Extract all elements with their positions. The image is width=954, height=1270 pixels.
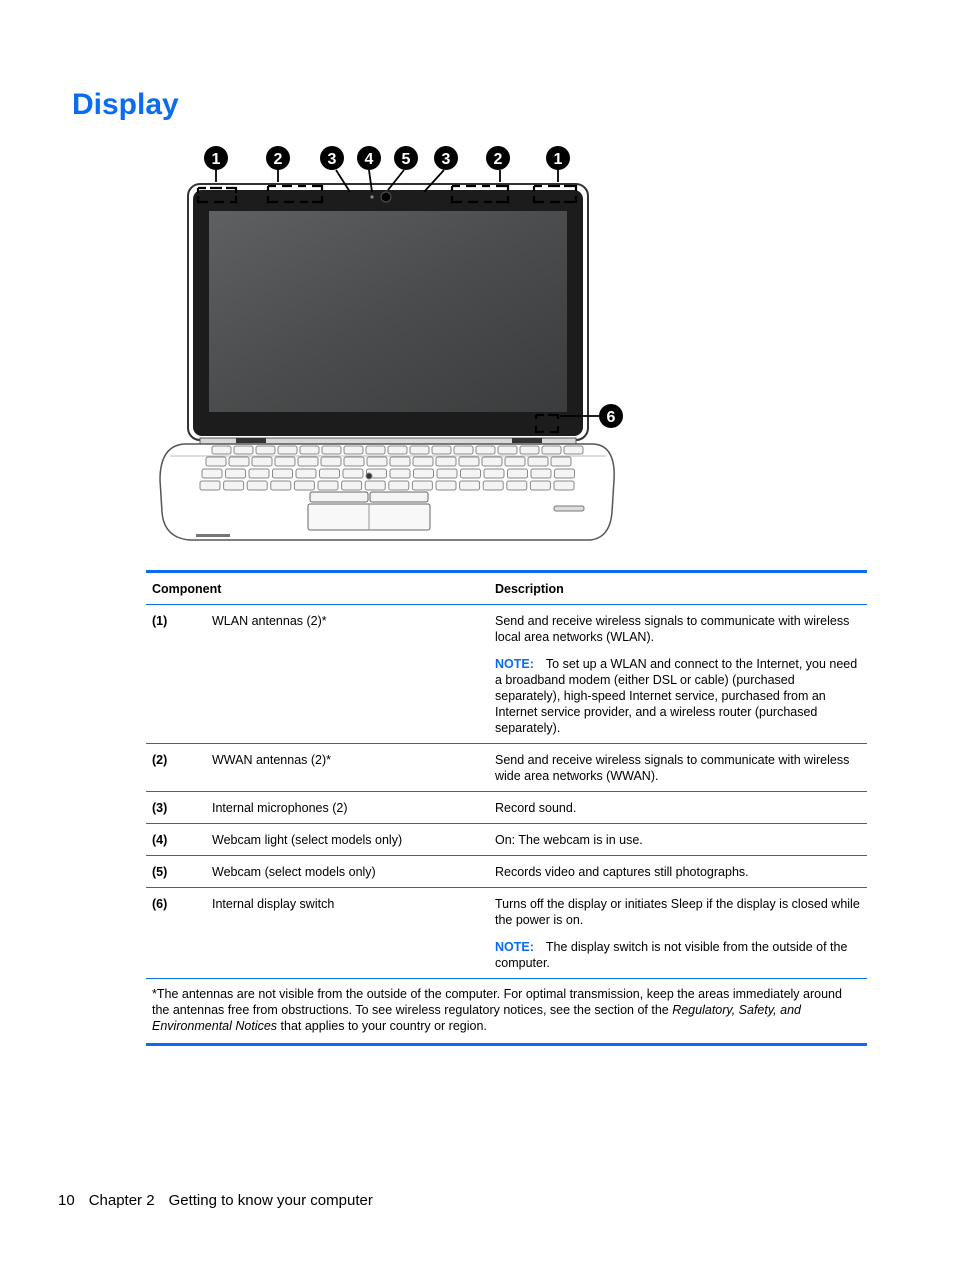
table-row — [146, 888, 867, 979]
keyboard-key — [414, 469, 434, 478]
table-footnote-row — [146, 979, 867, 1044]
webcam-light — [370, 195, 373, 198]
note-label: NOTE: — [495, 657, 534, 671]
display-screen — [209, 211, 567, 412]
keyboard-key — [564, 446, 583, 454]
keyboard-key — [344, 446, 363, 454]
callout-1-right: 1 — [553, 151, 563, 168]
keyboard-key — [234, 446, 253, 454]
keyboard-key — [531, 469, 551, 478]
row-number: (5) — [146, 856, 206, 888]
row-description: Turns off the display or initiates Sleep if the display is closed while the power is on. — [495, 897, 860, 927]
keyboard-key — [278, 446, 297, 454]
keyboard-key — [294, 481, 314, 490]
row-component: Webcam light (select models only) — [206, 824, 489, 856]
keyboard-key — [410, 446, 429, 454]
keyboard-key — [413, 457, 433, 466]
keyboard-key — [271, 481, 291, 490]
keyboard-key — [554, 481, 574, 490]
keyboard-key — [344, 457, 364, 466]
keyboard-key — [412, 481, 432, 490]
table-row — [146, 605, 867, 744]
keyboard-key — [460, 481, 480, 490]
table-footnote: *The antennas are not visible from the outside of the computer. For optimal transmission, keep the areas immediately around the antennas free from obstructions. To see wireless regulatory notices, see the section of the Regulatory, Safety, and Environmental Notices that applies to your country or region. — [152, 987, 842, 1033]
row-description: On: The webcam is in use. — [489, 824, 867, 856]
row-component: Internal display switch — [206, 888, 489, 979]
page-number: 10 — [58, 1192, 75, 1209]
keyboard-key — [256, 446, 275, 454]
header-description: Description — [489, 573, 867, 605]
keyboard-key — [321, 457, 341, 466]
row-description: Records video and captures still photographs. — [489, 856, 867, 888]
keyboard-key — [436, 457, 456, 466]
callout-2-right: 2 — [493, 151, 503, 168]
keyboard-key — [206, 457, 226, 466]
keyboard-key — [483, 481, 503, 490]
keyboard-key — [247, 481, 267, 490]
row-note — [495, 656, 861, 736]
table-row — [146, 744, 867, 792]
keyboard-key — [389, 481, 409, 490]
note-label: NOTE: — [495, 940, 534, 954]
keyboard-key — [505, 457, 525, 466]
keyboard-key — [520, 446, 539, 454]
touchpad-button-right — [370, 492, 428, 502]
row-number: (1) — [146, 605, 206, 744]
components-table — [146, 570, 867, 1046]
keyboard-key — [388, 446, 407, 454]
row-number: (6) — [146, 888, 206, 979]
keyboard-key — [390, 469, 410, 478]
footnote-document-title: Regulatory, Safety, and Environmental Notices — [152, 1003, 801, 1033]
row-number: (3) — [146, 792, 206, 824]
row-description: Send and receive wireless signals to communicate with wireless local area networks (WLAN). — [495, 614, 850, 644]
keyboard-key — [508, 469, 528, 478]
callout-5: 5 — [401, 151, 411, 168]
keyboard-key — [432, 446, 451, 454]
keyboard-key — [212, 446, 231, 454]
keyboard-key — [273, 469, 293, 478]
callout-3-right: 3 — [441, 151, 451, 168]
keyboard-key — [224, 481, 244, 490]
callout-3-left: 3 — [327, 151, 337, 168]
row-number: (4) — [146, 824, 206, 856]
touchpad-button-left — [310, 492, 368, 502]
row-component: Webcam (select models only) — [206, 856, 489, 888]
keyboard-key — [551, 457, 571, 466]
keyboard-key — [367, 457, 387, 466]
keyboard-key — [498, 446, 517, 454]
keyboard-key — [229, 457, 249, 466]
keyboard-key — [226, 469, 246, 478]
keyboard-key — [300, 446, 319, 454]
callout-4: 4 — [364, 151, 374, 168]
keyboard-key — [342, 481, 362, 490]
keyboard-key — [542, 446, 561, 454]
chapter-label: Chapter 2 — [88, 1192, 155, 1209]
keyboard-key — [252, 457, 272, 466]
row-description: Send and receive wireless signals to communicate with wireless wide area networks (WWAN). — [489, 744, 867, 792]
keyboard-key — [298, 457, 318, 466]
callout-6: 6 — [606, 409, 616, 426]
note-text: The display switch is not visible from the outside of the computer. — [495, 940, 848, 970]
keyboard-key — [454, 446, 473, 454]
keyboard-key — [318, 481, 338, 490]
row-note — [495, 939, 861, 971]
keyboard-key — [200, 481, 220, 490]
header-component: Component — [146, 573, 489, 605]
table-row — [146, 856, 867, 888]
keyboard-key — [437, 469, 457, 478]
keyboard-key — [365, 481, 385, 490]
keyboard-key — [482, 457, 502, 466]
keyboard-key — [461, 469, 481, 478]
keyboard-key — [390, 457, 410, 466]
callout-1-left: 1 — [211, 151, 221, 168]
webcam-lens — [381, 192, 391, 202]
keyboard-key — [530, 481, 550, 490]
keyboard-key — [366, 446, 385, 454]
keyboard-key — [507, 481, 527, 490]
keyboard-key — [202, 469, 222, 478]
row-description: Record sound. — [489, 792, 867, 824]
keyboard-key — [528, 457, 548, 466]
keyboard-key — [275, 457, 295, 466]
row-number: (2) — [146, 744, 206, 792]
keyboard-key — [320, 469, 340, 478]
table-row — [146, 792, 867, 824]
row-component: WLAN antennas (2)* — [206, 605, 489, 744]
keyboard-key — [436, 481, 456, 490]
keyboard-key — [322, 446, 341, 454]
pointing-stick — [366, 473, 372, 479]
row-component: WWAN antennas (2)* — [206, 744, 489, 792]
callout-2-left: 2 — [273, 151, 283, 168]
keyboard-key — [249, 469, 269, 478]
note-text: To set up a WLAN and connect to the Internet, you need a broadband modem (either DSL or cable) (purchased separately), high-speed Internet service, purchased from an Internet service provider, and a wireless router (purchased separately). — [495, 657, 858, 735]
keyboard-key — [476, 446, 495, 454]
keyboard-key — [555, 469, 575, 478]
page-footer — [58, 1192, 373, 1209]
row-component: Internal microphones (2) — [206, 792, 489, 824]
chapter-title: Getting to know your computer — [168, 1192, 373, 1209]
keyboard-key — [459, 457, 479, 466]
table-row — [146, 824, 867, 856]
laptop-display-illustration — [150, 140, 640, 550]
fingerprint-reader — [554, 506, 584, 511]
page-title: Display — [72, 88, 179, 121]
keyboard-key — [484, 469, 504, 478]
keyboard-key — [296, 469, 316, 478]
keyboard-key — [343, 469, 363, 478]
